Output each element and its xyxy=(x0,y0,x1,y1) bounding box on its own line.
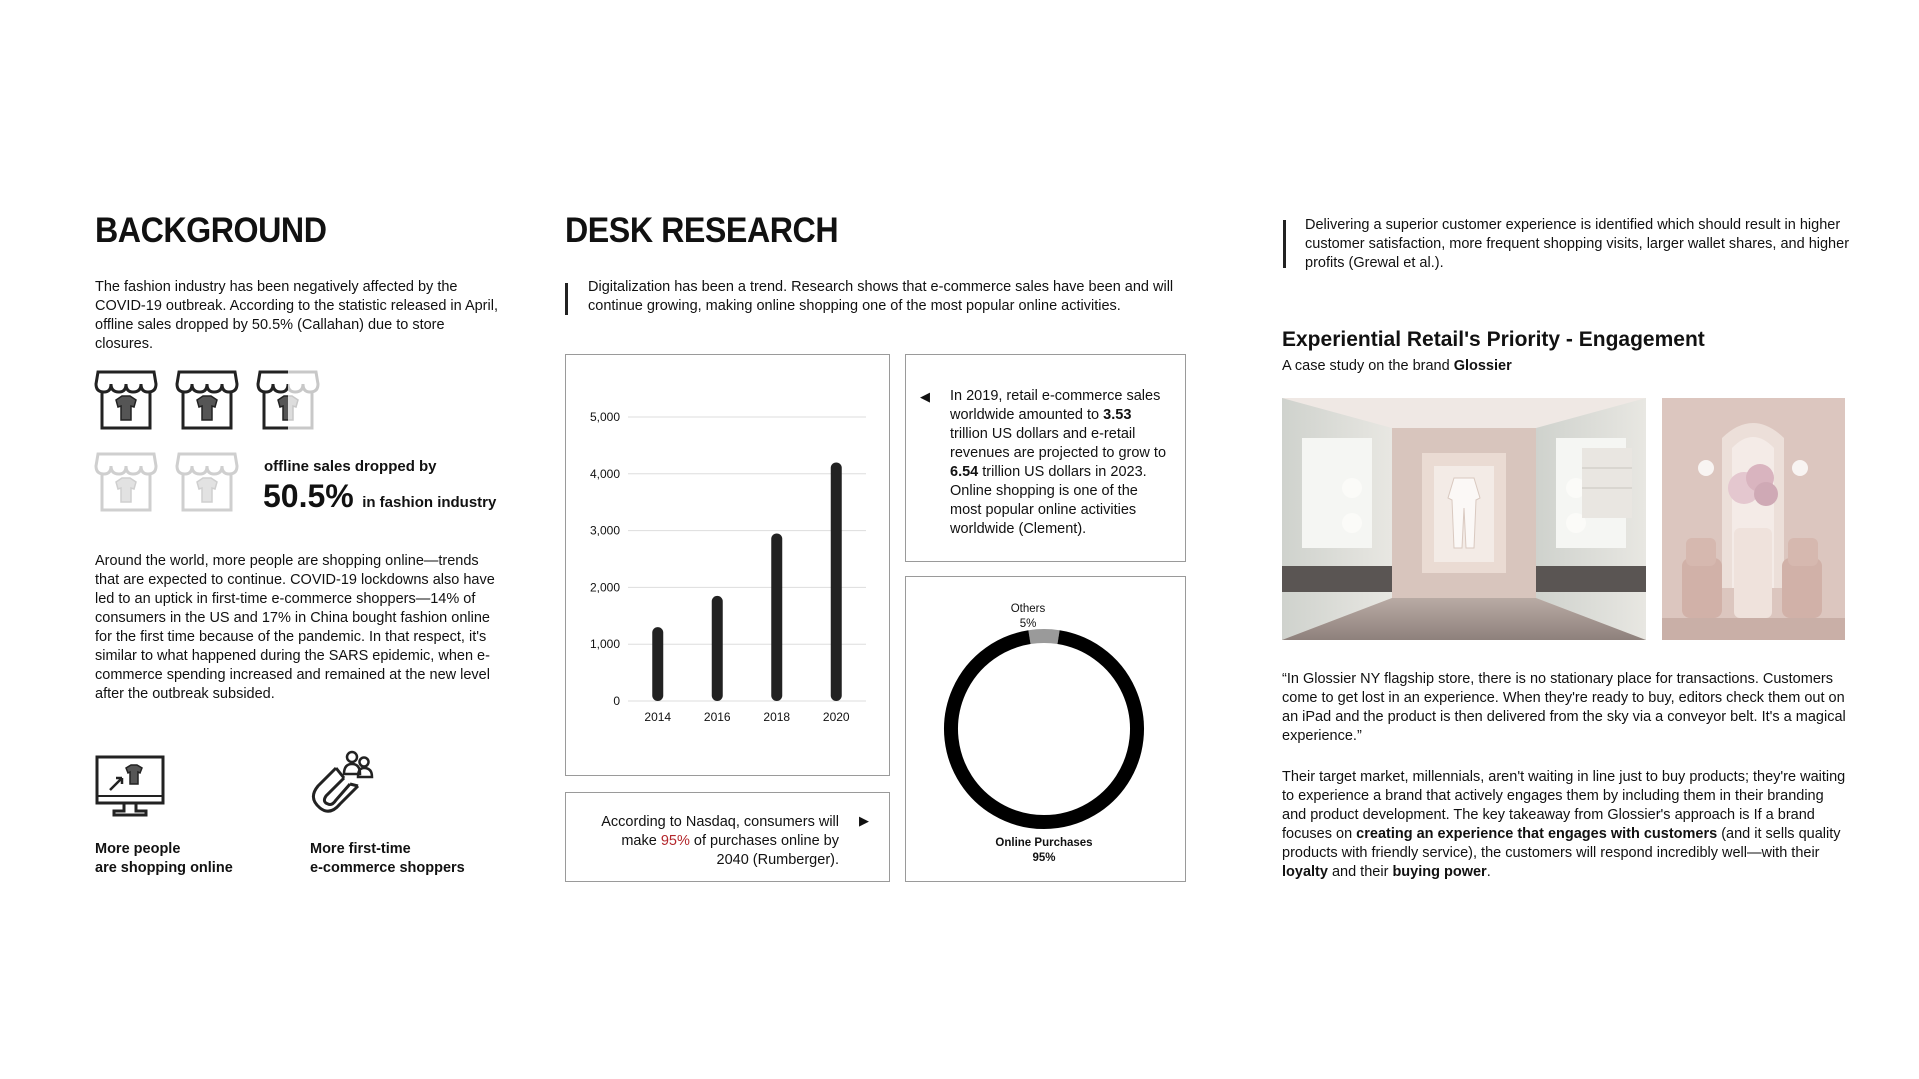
slice-label: Others xyxy=(1010,603,1046,615)
glossier-paragraph: Their target market, millennials, aren't waiting in line just to buy products; they're waiting to experience a brand that actively engages them by including them in their branding and product development. The key takeaway from Glossier's approach is If a brand focuses on creating an experience that engages with customers (and it sells quality products with friendly service), the customers will respond incredibly well—with their loyalty and their buying power. xyxy=(1282,769,1846,880)
quote-rule xyxy=(565,283,568,315)
y-tick-label: 5,000 xyxy=(589,410,620,424)
x-tick-label: 2016 xyxy=(703,710,731,724)
y-tick-label: 4,000 xyxy=(589,466,620,481)
bar-2014 xyxy=(652,627,663,701)
bar-2016 xyxy=(712,596,723,701)
slice-others xyxy=(1029,636,1058,637)
x-tick-label: 2014 xyxy=(644,710,672,724)
research-intro: Digitalization has been a trend. Research shows that e-commerce sales have been and will continue growing, making online shopping one of the most popular online activities. xyxy=(588,279,1174,314)
slice-value-label: 5% xyxy=(1019,618,1037,630)
research-heading: DESK RESEARCH xyxy=(565,211,839,250)
store-open-icon xyxy=(175,450,239,514)
ecommerce-note-text: In 2019, retail e-commerce sales worldwide amounted to 3.53 trillion US dollars and e-retail revenues are projected to grow to 6.54 trillion US dollars in 2023. Online shopping is one of the most popular online activities worldwide (Clement). xyxy=(950,388,1167,537)
stat-suffix: in fashion industry xyxy=(362,494,497,511)
glossier-subtitle: A case study on the brand Glossier xyxy=(1282,358,1512,374)
nasdaq-text: According to Nasdaq, consumers will make 95% of purchases online by 2040 (Rumberger). xyxy=(601,814,839,868)
feature-online: More people are shopping online xyxy=(95,841,233,876)
donut-chart-panel xyxy=(905,576,1186,882)
slice-online-purchases xyxy=(951,637,1137,822)
background-heading: BACKGROUND xyxy=(95,211,327,250)
pink-chairs-illustration xyxy=(1662,398,1845,640)
bar-chart-panel xyxy=(565,354,890,776)
arrow-right-icon: ▶ xyxy=(859,813,869,828)
y-tick-label: 2,000 xyxy=(589,580,620,595)
slice-value-label: 95% xyxy=(1032,852,1056,864)
store-interior-illustration xyxy=(1282,398,1646,640)
glossier-title: Experiential Retail's Priority - Engagement xyxy=(1282,328,1705,351)
feature-first-time: More first-time e-commerce shoppers xyxy=(310,841,465,876)
glossier-chairs-photo xyxy=(1662,398,1845,640)
slice-label: Online Purchases xyxy=(995,837,1093,849)
glossier-lead-quote: Delivering a superior customer experience is identified which should result in higher customer satisfaction, more frequent shopping visits, larger wallet shares, and higher profits (Grewal et al.). xyxy=(1305,217,1850,271)
store-closed-icon xyxy=(94,368,158,432)
stat-block xyxy=(263,478,496,515)
background-intro: The fashion industry has been negatively affected by the COVID-19 outbreak. According to the statistic released in April, offline sales dropped by 50.5% (Callahan) due to store closures. xyxy=(95,279,498,352)
ecommerce-note-panel xyxy=(905,354,1186,562)
glossier-store-photo xyxy=(1282,398,1646,640)
magnet-customers-icon xyxy=(306,748,376,818)
monitor-shopping-icon xyxy=(94,754,166,818)
bar-2020 xyxy=(831,462,842,701)
store-half-icon xyxy=(256,368,320,432)
ecommerce-sales-bar-chart xyxy=(566,355,888,774)
x-tick-label: 2020 xyxy=(822,710,850,724)
arrow-left-icon: ◀ xyxy=(920,389,930,404)
y-tick-label: 0 xyxy=(613,694,620,708)
y-tick-label: 1,000 xyxy=(589,637,620,652)
store-open-icon xyxy=(94,450,158,514)
purchases-donut-chart xyxy=(906,577,1184,880)
stat-value: 50.5% xyxy=(263,478,354,514)
stat-label: offline sales dropped by xyxy=(264,458,437,475)
background-paragraph: Around the world, more people are shopping online—trends that are expected to continue. COVID-19 lockdowns also have led to an uptick in first-time e-commerce shoppers—14% of consumers in the US and 17% in China bought fashion online for the first time because of the pandemic. In that respect, it's similar to what happened during the SARS epidemic, when e-commerce spending increased and remained at the new level after the outbreak subsided. xyxy=(95,553,495,702)
bar-2018 xyxy=(771,533,782,701)
x-tick-label: 2018 xyxy=(763,710,791,724)
nasdaq-panel xyxy=(565,792,890,882)
quote-rule xyxy=(1283,220,1286,268)
glossier-quote: “In Glossier NY flagship store, there is no stationary place for transactions. Customers come to get lost in an experience. When they're ready to buy, editors check them out on an iPad and the product is then delivered from the sky via a conveyor belt. It's a magical experience.” xyxy=(1282,671,1846,744)
y-tick-label: 3,000 xyxy=(589,523,620,538)
store-closed-icon xyxy=(175,368,239,432)
